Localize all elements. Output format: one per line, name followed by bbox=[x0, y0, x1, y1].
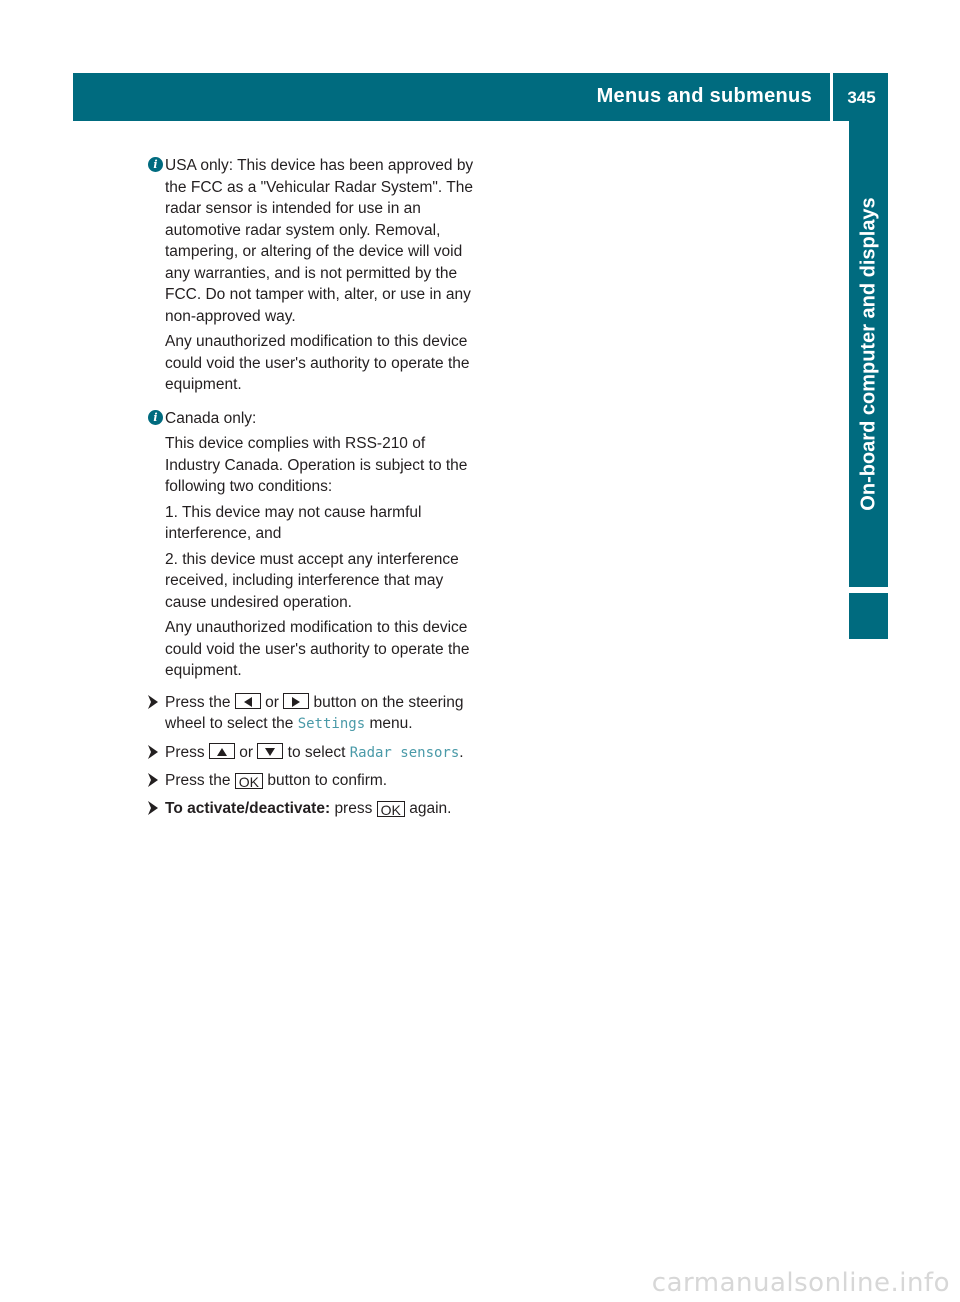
step-text: button on the steering wheel to select the bbox=[165, 693, 464, 732]
side-tab-marker bbox=[849, 593, 888, 639]
step-text: menu. bbox=[369, 715, 413, 732]
step-text: or bbox=[265, 693, 279, 711]
note-paragraph: 1. This device may not cause harmful interference, and bbox=[165, 503, 422, 542]
info-icon: i bbox=[148, 410, 163, 425]
menu-item-radar-sensors: Radar sensors bbox=[349, 744, 460, 761]
step-text: button to confirm. bbox=[267, 772, 388, 789]
step-text: again. bbox=[409, 799, 452, 817]
ok-key-icon: OK bbox=[235, 773, 263, 789]
body-content bbox=[148, 155, 484, 825]
note-paragraph: Canada only: bbox=[165, 409, 257, 427]
instruction-step bbox=[148, 692, 484, 736]
step-arrow-icon bbox=[148, 773, 158, 787]
step-text: Press the bbox=[165, 693, 231, 711]
info-note-usa bbox=[148, 155, 484, 396]
page-header bbox=[73, 73, 888, 121]
menu-name-settings: Settings bbox=[297, 716, 366, 732]
instruction-step bbox=[148, 742, 484, 765]
down-arrow-key-icon bbox=[257, 743, 283, 759]
header-divider bbox=[830, 73, 833, 121]
left-arrow-key-icon bbox=[235, 693, 261, 709]
step-arrow-icon bbox=[148, 695, 158, 709]
step-text: to select bbox=[287, 743, 346, 761]
step-text: press bbox=[334, 799, 373, 817]
note-paragraph: Any unauthorized modification to this device could void the user's authority to operate the equipment. bbox=[165, 333, 470, 393]
note-paragraph: Any unauthorized modification to this device could void the user's authority to operate the equipment. bbox=[165, 619, 470, 679]
instruction-step bbox=[148, 770, 484, 792]
info-note-canada bbox=[148, 408, 484, 682]
step-arrow-icon bbox=[148, 801, 158, 815]
note-paragraph: 2. this device must accept any interference received, including interference that may cause undesired operation. bbox=[165, 550, 459, 611]
up-arrow-key-icon bbox=[209, 743, 235, 759]
watermark: carmanualsonline.info bbox=[651, 1268, 950, 1298]
step-text: Press the bbox=[165, 772, 231, 789]
note-paragraph: This device complies with RSS-210 of Industry Canada. Operation is subject to the following two conditions: bbox=[165, 435, 468, 495]
instruction-step bbox=[148, 798, 484, 820]
note-paragraph: USA only: This device has been approved by the FCC as a "Vehicular Radar System". The radar sensor is intended for use in an automotive radar system only. Removal, tampering, or altering of the device will void any warranties, and is not permitted by the FCC. Do not tamper with, alter, or use in any non-approved way. bbox=[165, 157, 474, 325]
side-tab-label-wrap bbox=[849, 121, 888, 587]
step-heading: To activate/deactivate: bbox=[165, 799, 331, 817]
info-icon: i bbox=[148, 157, 163, 172]
page-number: 345 bbox=[847, 88, 876, 107]
right-arrow-key-icon bbox=[283, 693, 309, 709]
side-tab-label: On-board computer and displays bbox=[857, 197, 879, 511]
step-arrow-icon bbox=[148, 745, 158, 759]
step-text: or bbox=[239, 743, 254, 761]
section-title: Menus and submenus bbox=[596, 85, 812, 107]
step-text: . bbox=[459, 743, 464, 761]
step-text: Press bbox=[165, 743, 205, 761]
ok-key-icon: OK bbox=[377, 801, 405, 817]
